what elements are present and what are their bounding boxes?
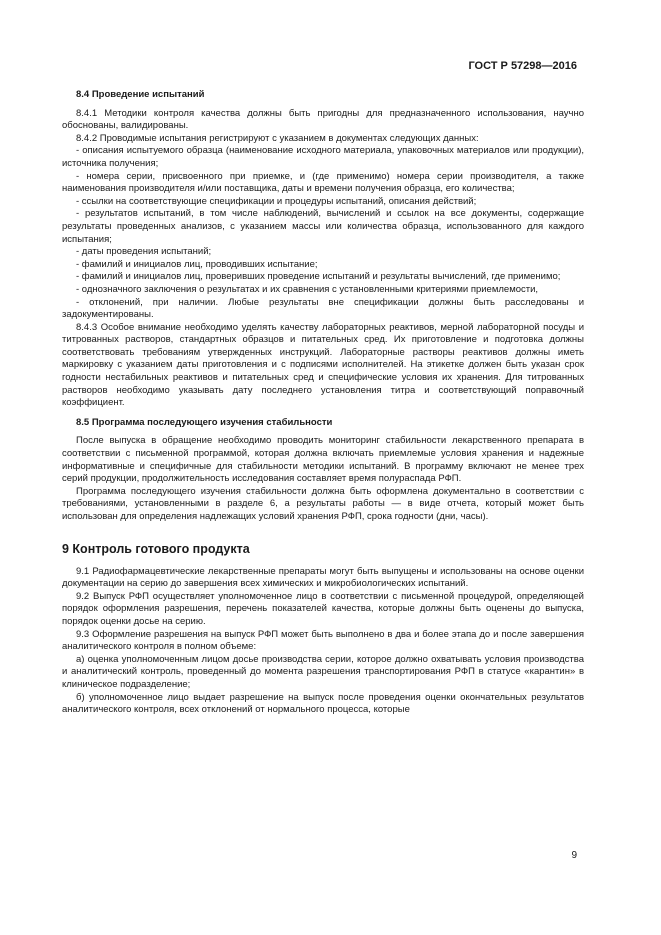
- chapter-heading: 9 Контроль готового продукта: [62, 541, 250, 556]
- list-item: - фамилий и инициалов лиц, проверивших проведение испытаний и результаты вычислений, где применимо;: [76, 271, 561, 283]
- paragraph: 9.1 Радиофармацевтические лекарственные препараты могут быть выпущены и использованы на основе оценки документации на серию до завершения всех химических и микробиологических испытаний.: [62, 565, 584, 590]
- paragraph: Программа последующего изучения стабильности должна быть оформлена документально в соответствии с требованиями, установленными в разделе 6, а результаты работы — в виде отчета, который может быть использован для определения надлежащих условий хранения РФП, срока годности (дни, часы).: [62, 485, 584, 522]
- list-item: - ссылки на соответствующие спецификации и процедуры испытаний, описания действий;: [76, 195, 477, 207]
- paragraph: 8.4.3 Особое внимание необходимо уделять качеству лабораторных реактивов, мерной лабораторной посуды и титрованных растворов, стандартных образцов и питательных сред. Их приготовление и подготовка должны соответствовать требованиям утвержденных инструкций. Лабораторные растворы реактивов должны иметь маркировку с указанием даты приготовления и с подписями исполнителей. На этикетке должен быть указан срок годности нестабильных реактивов и питательных сред и специфические условия их хранения. Для титрованных растворов необходимо указывать дату последнего установления титра и соответствующий поправочный коэффициент.: [62, 321, 584, 409]
- list-item: б) уполномоченное лицо выдает разрешение на выпуск после проведения оценки окончательных результатов аналитического контроля, всех отклонений от нормального процесса, которые: [62, 691, 584, 716]
- list-item: - фамилий и инициалов лиц, проводивших испытание;: [76, 258, 318, 270]
- paragraph: 8.4.1 Методики контроля качества должны быть пригодны для предназначенного использования, научно обоснованы, валидированы.: [62, 107, 584, 132]
- page-number: 9: [571, 850, 577, 861]
- document-body: [62, 89, 584, 717]
- list-item: - однозначного заключения о результатах и их сравнения с установленными критериями приемлемости,: [76, 283, 539, 295]
- section-heading: 8.5 Программа последующего изучения стабильности: [76, 416, 333, 428]
- paragraph: 9.2 Выпуск РФП осуществляет уполномоченное лицо в соответствии с письменной процедурой, определяющей порядок оформления разрешения, перечень показателей качества, которые должны быть оценены до выпуска, порядок оценки досье на серию.: [62, 590, 584, 627]
- paragraph: 8.4.2 Проводимые испытания регистрируют с указанием в документах следующих данных:: [76, 132, 479, 144]
- paragraph: После выпуска в обращение необходимо проводить мониторинг стабильности лекарственного препарата в соответствии с письменной программой, которая должна включать приемлемые условия хранения и надежные информативные и специфичные для стабильности методики испытаний. В программу включают не менее трех серий продукции, продолжительность исследования составляет время полураспада РФП.: [62, 435, 584, 485]
- document-header: ГОСТ Р 57298—2016: [468, 60, 577, 72]
- list-item: - результатов испытаний, в том числе наблюдений, вычислений и ссылок на все документы, содержащие результаты проведенных анализов, с указанием массы или количества образца, использованного для каждого испытания;: [62, 208, 584, 245]
- section-heading: 8.4 Проведение испытаний: [76, 89, 205, 100]
- list-item: а) оценка уполномоченным лицом досье производства серии, которое должно охватывать условия производства и аналитический контроль, проведенный до момента разрешения транспортирования РФП в статусе «карантин» в клиническое подразделение;: [62, 653, 584, 690]
- paragraph: 9.3 Оформление разрешения на выпуск РФП может быть выполнено в два и более этапа до и после завершения аналитического контроля в полном объеме:: [62, 628, 584, 653]
- list-item: - отклонений, при наличии. Любые результаты вне спецификации должны быть расследованы и задокументированы.: [62, 296, 584, 321]
- list-item: - описания испытуемого образца (наименование исходного материала, упаковочных материалов или продукции), источника получения;: [62, 145, 584, 169]
- list-item: - номера серии, присвоенного при приемке, и (где применимо) номера серии производителя, а также наименования производителя и/или поставщика, даты и времени получения образца, его количества;: [62, 170, 584, 195]
- list-item: - даты проведения испытаний;: [76, 246, 212, 258]
